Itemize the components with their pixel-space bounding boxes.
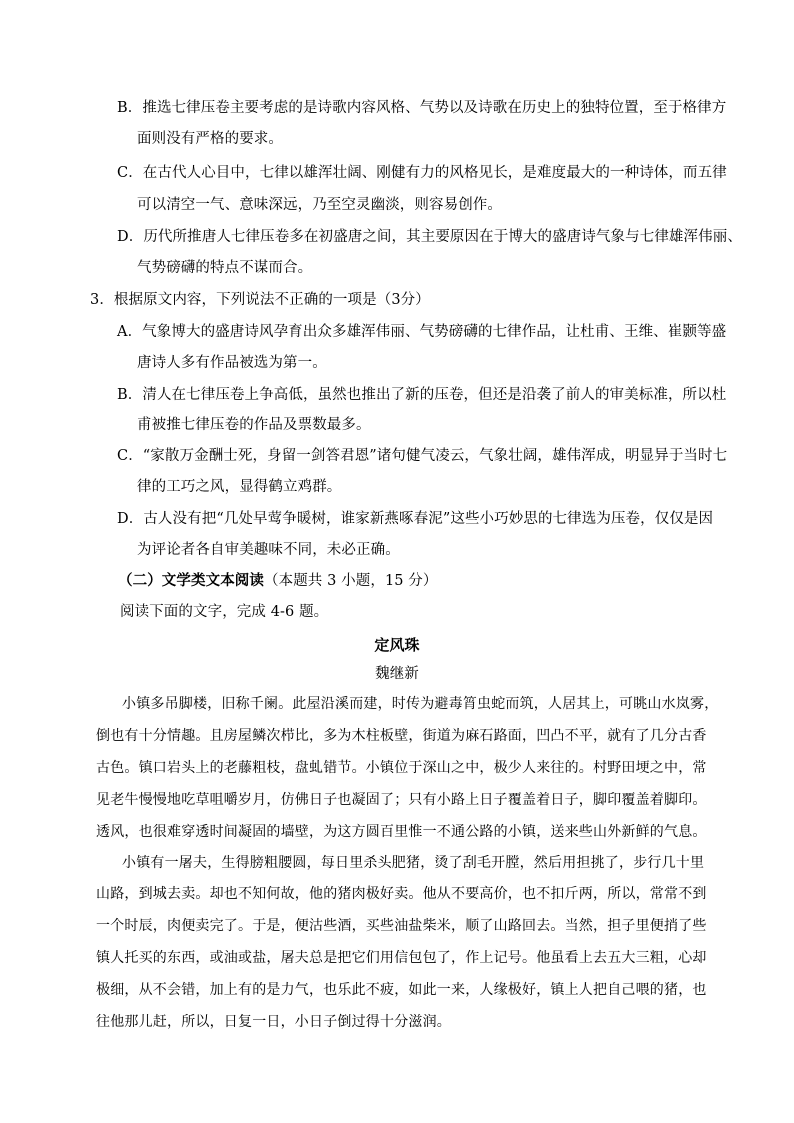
paragraph1-line: 见老牛慢慢地吃草咀嚼岁月，仿佛日子也凝固了；只有小路上日子覆盖着日子，脚印覆盖着脚印。: [96, 792, 707, 808]
paragraph1-line: 倒也有十分情趣。且房屋鳞次栉比，多为木柱板壁，街道为麻石路面，凹凸不平，就有了几分古香: [96, 728, 707, 744]
q3-option-d-line1: D．古人没有把“几处早莺争暖树，谁家新燕啄春泥”这些小巧妙思的七律选为压卷，仅仅是因: [117, 511, 714, 527]
story-title: 定风珠: [374, 636, 420, 654]
section-heading-title: （二）文学类文本阅读: [118, 572, 264, 589]
q3-option-a-line1: A．气象博大的盛唐诗风孕育出众多雄浑伟丽、气势磅礴的七律作品，让杜甫、王维、崔颢等盛: [117, 324, 727, 340]
q3-option-c-line2: 律的工巧之风，显得鹤立鸡群。: [137, 479, 342, 495]
paragraph1-line: 小镇多吊脚楼，旧称千阑。此屋沿溪而建，时传为避毒筲虫蛇而筑，人居其上，可眺山水岚雾，: [122, 696, 719, 712]
q2-option-c-line2: 可以清空一气、意味深远，乃至空灵幽淡，则容易创作。: [137, 197, 502, 213]
q3-option-b-line1: B．清人在七律压卷上争高低，虽然也推出了新的压卷，但还是沿袭了前人的审美标准，所以杜: [117, 387, 727, 403]
q3-stem: 3．根据原文内容，下列说法不正确的一项是（3分）: [90, 292, 430, 308]
paragraph1-line: 透风，也很难穿透时间凝固的墙壁，为这方圆百里惟一不通公路的小镇，送来些山外新鲜的气息。: [96, 824, 707, 840]
story-author: 魏继新: [375, 666, 419, 682]
section-heading-note: （本题共 3 小题，15 分）: [264, 573, 438, 589]
paragraph2-line: 一个时辰，肉便卖完了。于是，便沽些酒，买些油盐柴米，顺了山路回去。当然，担子里便捎了些: [96, 918, 707, 934]
paragraph1-line: 古色。镇口岩头上的老藤粗枝，盘虬错节。小镇位于深山之中，极少人来往的。村野田埂之中，常: [96, 760, 707, 776]
paragraph2-line: 小镇有一屠夫，生得膀粗腰圆，每日里杀头肥猪，烫了刮毛开膛，然后用担挑了，步行几十里: [122, 855, 705, 871]
q2-option-b-line2: 面则没有严格的要求。: [137, 131, 283, 147]
q2-option-c-line1: C．在古代人心目中，七律以雄浑壮阔、刚健有力的风格见长，是难度最大的一种诗体，而五律: [117, 165, 727, 181]
q3-option-d-line2: 为评论者各自审美趣味不同，未必正确。: [137, 542, 400, 558]
q3-option-c-line1: C．“家散万金酬士死，身留一剑答君恩”诸句健气凌云，气象壮阔，雄伟浑成，明显异于当时七: [117, 448, 728, 464]
paragraph2-line: 镇人托买的东西，或油或盐，屠夫总是把它们用信包包了，作上记号。他虽看上去五大三粗，心却: [96, 950, 707, 966]
paragraph2-line: 极细，从不会错，加上有的是力气，也乐此不疲，如此一来，人缘极好，镇上人把自己喂的猪，也: [96, 982, 707, 998]
reading-instruction: 阅读下面的文字，完成 4-6 题。: [120, 604, 329, 620]
q2-option-b-line1: B．推选七律压卷主要考虑的是诗歌内容风格、气势以及诗歌在历史上的独特位置，至于格律方: [117, 100, 727, 116]
q2-option-d-line1: D．历代所推唐人七律压卷多在初盛唐之间，其主要原因在于博大的盛唐诗气象与七律雄浑伟丽、: [117, 229, 742, 245]
paragraph2-line: 山路，到城去卖。却也不知何故，他的猪肉极好卖。他从不要高价，也不扣斤两，所以，常常不到: [96, 886, 707, 902]
q2-option-d-line2: 气势磅礴的特点不谋而合。: [137, 260, 313, 276]
section-heading: [118, 571, 438, 591]
q3-option-a-line2: 唐诗人多有作品被选为第一。: [137, 355, 327, 371]
paragraph2-line: 往他那儿赶，所以，日复一日，小日子倒过得十分滋润。: [96, 1014, 451, 1030]
q3-option-b-line2: 甫被推七律压卷的作品及票数最多。: [137, 417, 371, 433]
